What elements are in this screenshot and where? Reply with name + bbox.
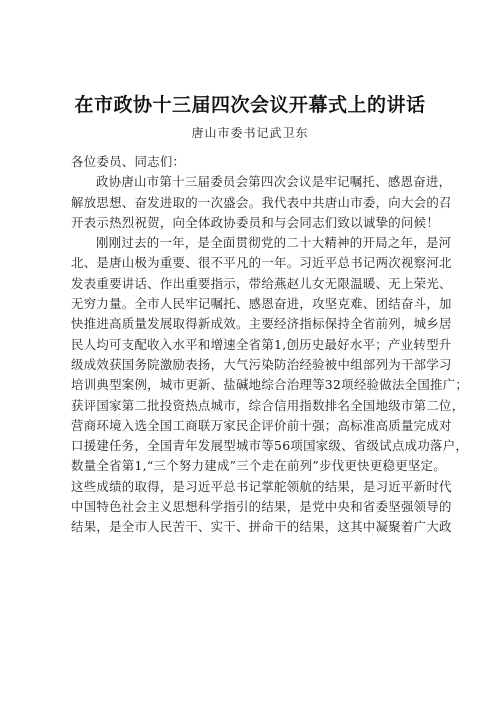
paragraph-line: 结果，是全市人民苦干、实干、拼命干的结果，这其中凝聚着广大政 bbox=[71, 519, 452, 535]
page-title: 在市政协十三届四次会议开幕式上的讲话 bbox=[74, 94, 426, 116]
paragraph-line: 政协唐山市第十三届委员会第四次会议是牢记嘱托、感恩奋进， bbox=[96, 174, 452, 190]
paragraph-line: 这些成绩的取得，是习近平总书记掌舵领航的结果，是习近平新时代 bbox=[71, 478, 452, 494]
paragraph-line: 民人均可支配收入水平和增速全省第1,创历史最好水平；产业转型升 bbox=[71, 336, 452, 352]
paragraph-line: 级成效获国务院激励表扬，大气污染防治经验被中组部列为干部学习 bbox=[71, 356, 452, 372]
paragraph-line: 中国特色社会主义思想科学指引的结果，是党中央和省委坚强领导的 bbox=[71, 499, 452, 515]
paragraph-line: 获评国家第二批投资热点城市，综合信用指数排名全国地级市第二位， bbox=[71, 397, 465, 413]
paragraph-line: 营商环境入选全国工商联万家民企评价前十强；高标准高质量完成对 bbox=[71, 417, 452, 433]
paragraph-line: 刚刚过去的一年，是全面贯彻党的二十大精神的开局之年，是河 bbox=[96, 235, 452, 251]
salutation: 各位委员、同志们： bbox=[71, 154, 186, 169]
paragraph-line: 解放思想、奋发进取的一次盛会。我代表中共唐山市委，向大会的召 bbox=[71, 194, 452, 210]
paragraph-line: 开表示热烈祝贺，向全体政协委员和与会同志们致以诚挚的问候！ bbox=[71, 214, 440, 230]
paragraph-line: 培训典型案例，城市更新、盐碱地综合治理等32项经验做法全国推广； bbox=[71, 377, 469, 393]
author-line: 唐山市委书记武卫东 bbox=[191, 126, 309, 140]
paragraph-line: 无穷力量。全市人民牢记嘱托、感恩奋进，攻坚克难、团结奋斗，加 bbox=[71, 296, 452, 312]
paragraph-line: 口援建任务，全国青年发展型城市等56项国家级、省级试点成功落户， bbox=[71, 438, 469, 454]
paragraph-line: 发表重要讲话、作出重要指示，带给燕赵儿女无限温暖、无上荣光、 bbox=[71, 275, 452, 291]
paragraph-line: 北、是唐山极为重要、很不平凡的一年。习近平总书记两次视察河北 bbox=[71, 255, 452, 271]
paragraph-line: 数量全省第1,“三个努力建成”三个走在前列”步伐更快更稳更坚定。 bbox=[71, 458, 446, 474]
body-text bbox=[71, 152, 469, 538]
paragraph-line: 快推进高质量发展取得新成效。主要经济指标保持全省前列，城乡居 bbox=[71, 316, 452, 332]
